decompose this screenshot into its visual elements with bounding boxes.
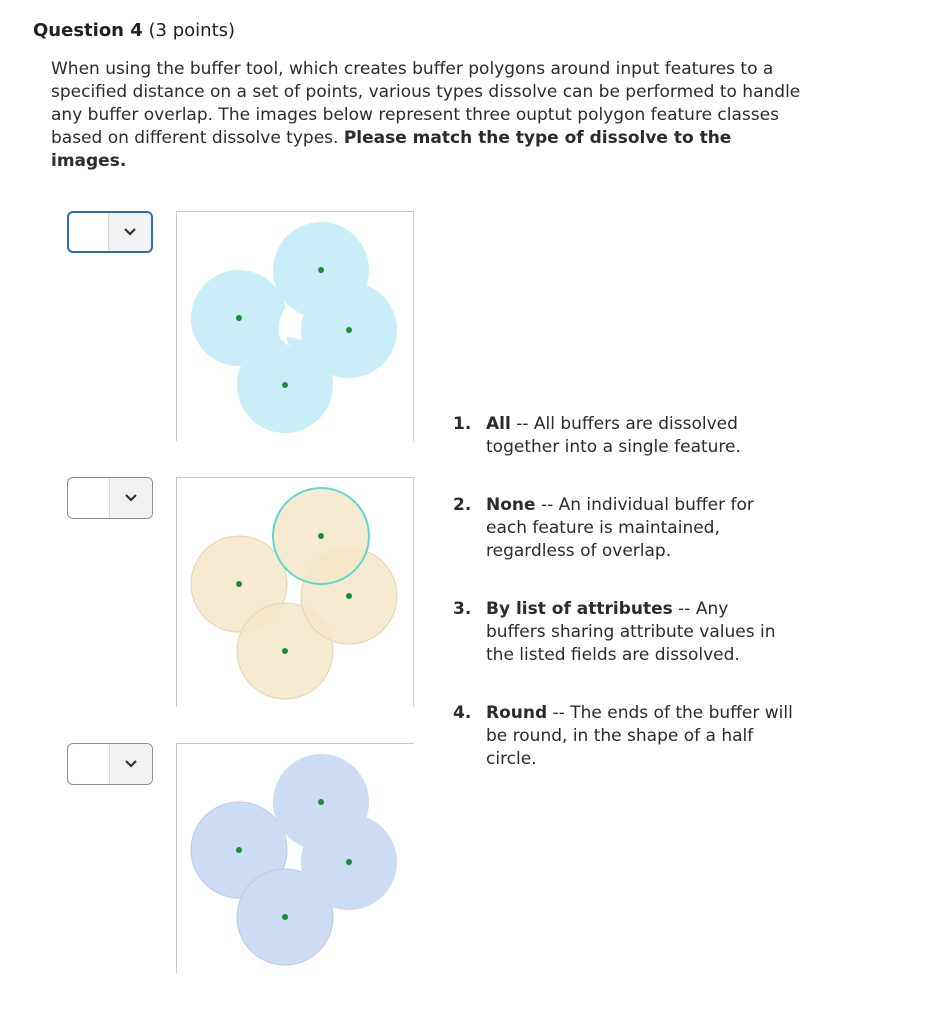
option-name: All: [486, 414, 511, 434]
point-feature: [346, 593, 352, 599]
match-select-3[interactable]: [67, 743, 153, 785]
question-prompt: [51, 58, 801, 173]
point-feature: [346, 327, 352, 333]
option-number: 4.: [453, 703, 472, 723]
question-number: Question 4: [33, 20, 143, 41]
buffer-image-all: [176, 211, 414, 441]
option-number: 1.: [453, 414, 472, 434]
option-desc: -- Any buffers sharing attribute values in the listed fields are dissolved.: [486, 599, 776, 665]
option-desc: -- All buffers are dissolved together into a single feature.: [486, 414, 741, 457]
dissolved-buffer-polygon: [191, 222, 397, 433]
question-title: [33, 20, 235, 41]
point-feature: [282, 914, 288, 920]
option-item-4: [453, 702, 793, 771]
point-feature: [236, 315, 242, 321]
point-feature: [346, 859, 352, 865]
chevron-down-icon[interactable]: [108, 213, 151, 251]
point-feature: [236, 847, 242, 853]
option-item-1: [453, 413, 793, 459]
buffer-image-none: [176, 477, 414, 707]
match-select-1[interactable]: [67, 211, 153, 253]
option-number: 2.: [453, 495, 472, 515]
option-item-3: [453, 598, 793, 667]
point-feature: [236, 581, 242, 587]
point-feature: [318, 799, 324, 805]
option-name: None: [486, 495, 536, 515]
option-desc: -- The ends of the buffer will be round, in the shape of a half circle.: [486, 703, 793, 769]
option-number: 3.: [453, 599, 472, 619]
point-feature: [282, 648, 288, 654]
match-select-2[interactable]: [67, 477, 153, 519]
option-desc: -- An individual buffer for each feature is maintained, regardless of overlap.: [486, 495, 754, 561]
option-name: Round: [486, 703, 548, 723]
chevron-down-icon[interactable]: [109, 744, 152, 784]
option-item-2: [453, 494, 793, 563]
option-name: By list of attributes: [486, 599, 673, 619]
point-feature: [318, 267, 324, 273]
point-feature: [282, 382, 288, 388]
prompt-instruction: Please match the type of dissolve to the images.: [51, 128, 732, 171]
point-feature: [318, 533, 324, 539]
buffer-image-attributes: [176, 743, 414, 973]
question-points: (3 points): [148, 20, 236, 41]
chevron-down-icon[interactable]: [109, 478, 152, 518]
prompt-text: When using the buffer tool, which creates buffer polygons around input features to a specified distance on a set of points, various types dissolve can be performed to handle any buffer overlap. The images below represent three ouptut polygon feature classes based on different dissolve types.: [51, 59, 801, 148]
